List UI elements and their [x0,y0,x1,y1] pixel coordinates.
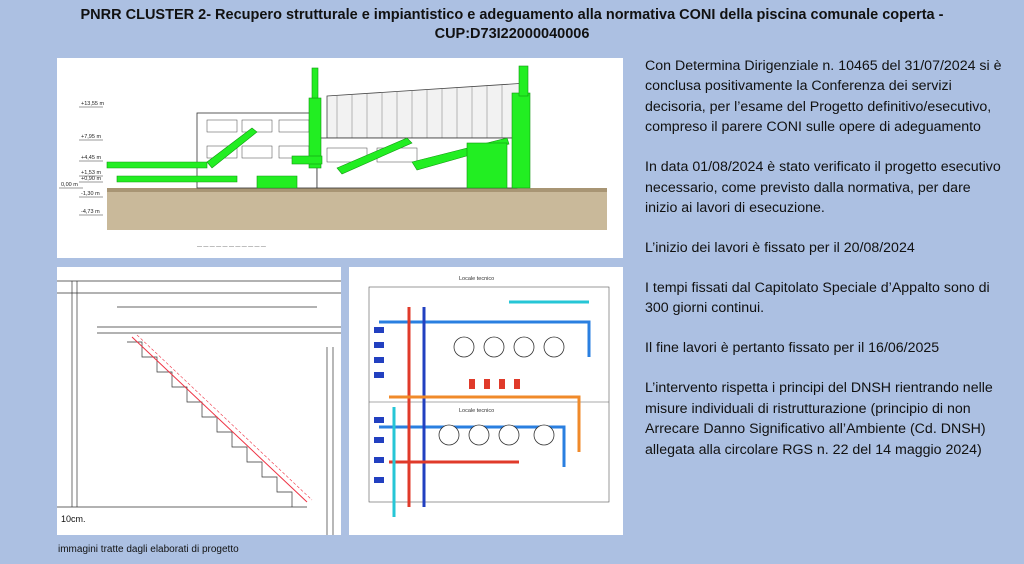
paragraph-inizio-lavori: L’inizio dei lavori è fissato per il 20/08/2024 [645,240,915,257]
elevation-svg [57,58,623,258]
plant-room-svg [349,267,623,535]
paragraph-verifica: In data 01/08/2024 è stato verificato il progetto esecutivo necessario, come previsto dalla normativa, per dare inizio ai lavori di esecuzione. [645,159,1001,217]
title-line-1: PNRR CLUSTER 2- Recupero strutturale e impiantistico e adeguamento alla normativa CONI della piscina comunale coperta - [80,7,944,23]
plant-room-drawing [349,267,623,535]
scale-label: 10cm. [61,514,86,524]
level-label-2: +7,95 m [81,134,102,140]
room-label-top: Locale tecnico [459,276,495,282]
room-label-mid: Locale tecnico [459,408,495,414]
level-label-5: +0,90 m [81,176,102,182]
stair-section-svg [57,267,341,535]
paragraph-fine-lavori: Il fine lavori è pertanto fissato per il 16/06/2025 [645,340,940,357]
svg-text:— — — — — — — — — — —: — — — — — — — — — — — [197,244,266,250]
level-label-4: +1,53 m [81,170,102,176]
level-label-3: +4,45 m [81,155,102,161]
elevation-drawing [57,58,623,258]
paragraph-determina: Con Determina Dirigenziale n. 10465 del 31/07/2024 si è conclusa positivamente la Conferenza dei servizi decisoria, per l’esame del Progetto definitivo/esecutivo, compreso il parere CONI sulle opere di adeguamento [645,58,1002,136]
level-label-6: 0,00 m [61,182,78,188]
level-label-7: -1,30 m [81,191,100,197]
image-caption: immagini tratte dagli elaborati di progetto [58,544,239,555]
stair-section-drawing [57,267,341,535]
title-line-2: CUP:D73I22000040006 [434,26,590,42]
level-label-1: +13,55 m [81,101,105,107]
level-label-8: -4,73 m [81,209,100,215]
text-column [645,56,1005,480]
page-title [0,6,1024,44]
paragraph-dnsh: L’intervento rispetta i principi del DNSH rientrando nelle misure individuali di ristrutturazione (principio di non Arrecare Danno Significativo all’Ambiente (Cd. DNSH) allegata alla circolare RGS n. 22 del 14 maggio 2024) [645,380,993,458]
paragraph-tempi: I tempi fissati dal Capitolato Speciale d’Appalto sono di 300 giorni continui. [645,280,990,317]
